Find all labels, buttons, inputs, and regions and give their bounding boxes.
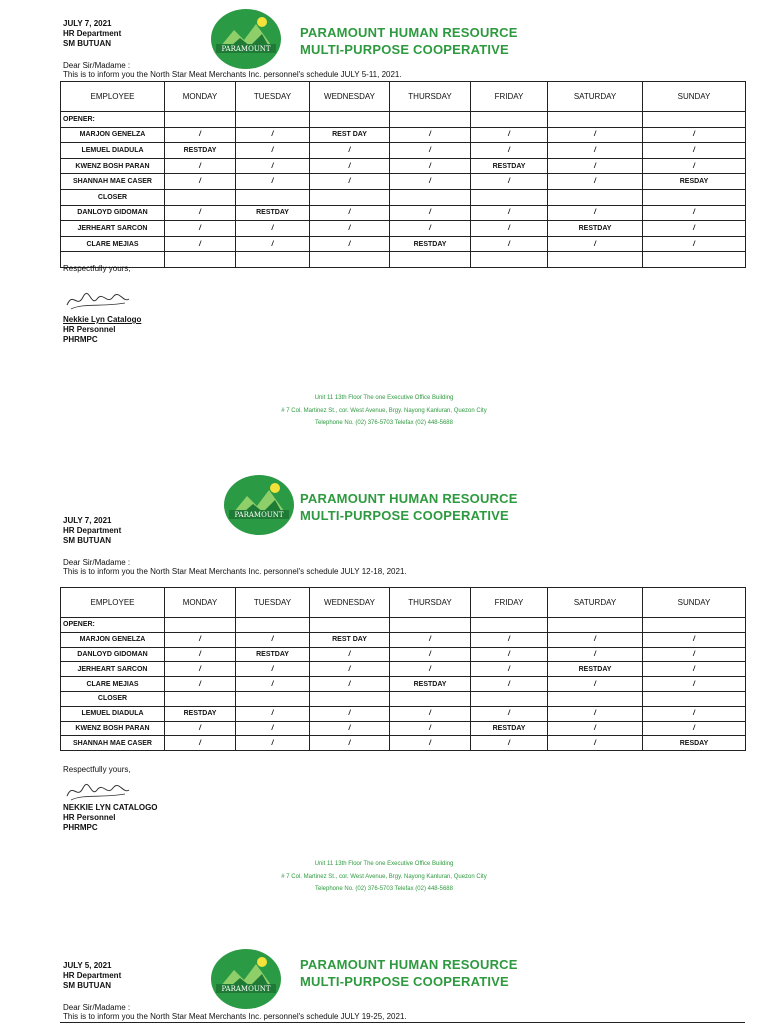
employee-name: MARJON GENELZA bbox=[61, 632, 165, 647]
duty-mark: / bbox=[165, 662, 236, 677]
letter-greeting bbox=[63, 61, 402, 79]
signature bbox=[63, 287, 133, 313]
empty-cell bbox=[471, 112, 548, 128]
rest-day-mark: RESTDAY bbox=[471, 721, 548, 736]
duty-mark: / bbox=[236, 236, 310, 252]
signer-name: Nekkie Lyn Catalogo bbox=[63, 315, 142, 324]
rest-day-mark: RESTDAY bbox=[165, 706, 236, 721]
duty-mark: / bbox=[643, 236, 746, 252]
duty-mark: / bbox=[390, 221, 471, 237]
empty-cell bbox=[165, 112, 236, 128]
duty-mark: / bbox=[471, 662, 548, 677]
duty-mark: / bbox=[643, 632, 746, 647]
table-row bbox=[61, 158, 746, 174]
svg-text:PARAMOUNT: PARAMOUNT bbox=[221, 985, 271, 993]
letter-dept: HR Department bbox=[63, 526, 122, 535]
paramount-logo bbox=[210, 948, 282, 1010]
closing: Respectfully yours, bbox=[63, 765, 131, 774]
duty-mark: / bbox=[165, 632, 236, 647]
rest-day-mark: RESTDAY bbox=[236, 647, 310, 662]
col-header-saturday: SATURDAY bbox=[548, 82, 643, 112]
duty-mark: / bbox=[643, 143, 746, 159]
duty-mark: / bbox=[310, 143, 390, 159]
duty-mark: / bbox=[310, 736, 390, 751]
duty-mark: / bbox=[548, 127, 643, 143]
table-row bbox=[61, 221, 746, 237]
rest-day-mark: RESTDAY bbox=[548, 221, 643, 237]
group-label-row bbox=[61, 618, 746, 633]
duty-mark: / bbox=[548, 677, 643, 692]
table-row bbox=[61, 236, 746, 252]
empty-cell bbox=[236, 618, 310, 633]
duty-mark: / bbox=[236, 127, 310, 143]
duty-mark: / bbox=[390, 721, 471, 736]
employee-name: JERHEART SARCON bbox=[61, 221, 165, 237]
table-row bbox=[61, 677, 746, 692]
duty-mark: / bbox=[236, 677, 310, 692]
col-header-sunday: SUNDAY bbox=[643, 588, 746, 618]
letter-branch: SM BUTUAN bbox=[63, 536, 111, 545]
org-name: PARAMOUNT HUMAN RESOURCE MULTI-PURPOSE COOPERATIVE bbox=[300, 491, 518, 523]
employee-name: CLARE MEJIAS bbox=[61, 236, 165, 252]
col-header-monday: MONDAY bbox=[165, 588, 236, 618]
duty-mark: / bbox=[165, 221, 236, 237]
duty-mark: / bbox=[390, 158, 471, 174]
org-name: PARAMOUNT HUMAN RESOURCE MULTI-PURPOSE COOPERATIVE bbox=[300, 25, 518, 57]
duty-mark: / bbox=[236, 158, 310, 174]
group-label-row bbox=[61, 112, 746, 128]
duty-mark: / bbox=[165, 158, 236, 174]
table-row bbox=[61, 205, 746, 221]
duty-mark: / bbox=[643, 662, 746, 677]
svg-text:PARAMOUNT: PARAMOUNT bbox=[234, 511, 284, 519]
duty-mark: / bbox=[471, 236, 548, 252]
duty-mark: / bbox=[310, 721, 390, 736]
empty-cell bbox=[548, 252, 643, 268]
rest-day-mark: RESTDAY bbox=[236, 205, 310, 221]
duty-mark: / bbox=[643, 158, 746, 174]
table-row bbox=[61, 721, 746, 736]
col-header-friday: FRIDAY bbox=[471, 588, 548, 618]
signer-name: NEKKIE LYN CATALOGO bbox=[63, 803, 158, 812]
empty-cell bbox=[390, 189, 471, 205]
rest-day-mark: RESTDAY bbox=[390, 236, 471, 252]
duty-mark: / bbox=[471, 647, 548, 662]
duty-mark: / bbox=[390, 662, 471, 677]
empty-cell bbox=[548, 189, 643, 205]
duty-mark: / bbox=[310, 647, 390, 662]
duty-mark: / bbox=[236, 736, 310, 751]
rest-day-mark: RESTDAY bbox=[390, 677, 471, 692]
group-label-row bbox=[61, 691, 746, 706]
table-row bbox=[61, 647, 746, 662]
duty-mark: / bbox=[236, 174, 310, 190]
duty-mark: / bbox=[548, 706, 643, 721]
duty-mark: / bbox=[390, 143, 471, 159]
empty-cell bbox=[310, 112, 390, 128]
empty-cell bbox=[310, 189, 390, 205]
rest-day-mark: RESTDAY bbox=[165, 143, 236, 159]
duty-mark: / bbox=[548, 205, 643, 221]
duty-mark: / bbox=[471, 221, 548, 237]
rest-day-mark: REST DAY bbox=[310, 127, 390, 143]
duty-mark: / bbox=[390, 127, 471, 143]
schedule-table bbox=[60, 587, 746, 751]
empty-cell bbox=[548, 618, 643, 633]
duty-mark: / bbox=[390, 174, 471, 190]
greeting-line: Dear Sir/Madame : bbox=[63, 558, 131, 567]
col-header-tuesday: TUESDAY bbox=[236, 588, 310, 618]
empty-cell bbox=[236, 112, 310, 128]
duty-mark: / bbox=[165, 174, 236, 190]
table-row bbox=[61, 662, 746, 677]
employee-name: JERHEART SARCON bbox=[61, 662, 165, 677]
duty-mark: / bbox=[310, 158, 390, 174]
duty-mark: / bbox=[643, 647, 746, 662]
duty-mark: / bbox=[643, 221, 746, 237]
letter-date: JULY 5, 2021 bbox=[63, 961, 112, 970]
schedule-table bbox=[60, 81, 746, 268]
empty-cell bbox=[165, 252, 236, 268]
duty-mark: / bbox=[548, 647, 643, 662]
rest-day-mark: REST DAY bbox=[310, 632, 390, 647]
body-line: This is to inform you the North Star Meat Merchants Inc. personnel's schedule JULY 19-25, 2021. bbox=[63, 1012, 407, 1021]
empty-cell bbox=[390, 691, 471, 706]
col-header-employee: EMPLOYEE bbox=[61, 82, 165, 112]
duty-mark: / bbox=[548, 721, 643, 736]
empty-cell bbox=[310, 618, 390, 633]
letter-header-3 bbox=[63, 961, 121, 991]
body-line: This is to inform you the North Star Meat Merchants Inc. personnel's schedule JULY 5-11, 2021. bbox=[63, 70, 402, 79]
greeting-line: Dear Sir/Madame : bbox=[63, 1003, 131, 1012]
group-label: CLOSER bbox=[61, 189, 165, 205]
empty-cell bbox=[643, 618, 746, 633]
greeting-line: Dear Sir/Madame : bbox=[63, 61, 131, 70]
duty-mark: / bbox=[471, 736, 548, 751]
duty-mark: / bbox=[236, 632, 310, 647]
empty-cell bbox=[548, 112, 643, 128]
org-name: PARAMOUNT HUMAN RESOURCE MULTI-PURPOSE COOPERATIVE bbox=[300, 957, 518, 989]
duty-mark: / bbox=[471, 127, 548, 143]
table-row bbox=[61, 143, 746, 159]
duty-mark: / bbox=[236, 143, 310, 159]
duty-mark: / bbox=[310, 174, 390, 190]
duty-mark: / bbox=[236, 662, 310, 677]
svg-text:PARAMOUNT: PARAMOUNT bbox=[221, 45, 271, 53]
letter-branch: SM BUTUAN bbox=[63, 981, 111, 990]
empty-cell bbox=[643, 189, 746, 205]
col-header-saturday: SATURDAY bbox=[548, 588, 643, 618]
duty-mark: / bbox=[310, 706, 390, 721]
duty-mark: / bbox=[165, 677, 236, 692]
duty-mark: / bbox=[165, 721, 236, 736]
table-row bbox=[61, 706, 746, 721]
duty-mark: / bbox=[471, 143, 548, 159]
duty-mark: / bbox=[165, 736, 236, 751]
duty-mark: / bbox=[471, 174, 548, 190]
rest-day-mark: RESDAY bbox=[643, 174, 746, 190]
table-row bbox=[61, 632, 746, 647]
signer-block bbox=[63, 803, 158, 833]
empty-cell bbox=[548, 691, 643, 706]
duty-mark: / bbox=[471, 632, 548, 647]
duty-mark: / bbox=[310, 205, 390, 221]
empty-cell bbox=[310, 691, 390, 706]
employee-name: SHANNAH MAE CASER bbox=[61, 174, 165, 190]
employee-name: DANLOYD GIDOMAN bbox=[61, 647, 165, 662]
rest-day-mark: RESDAY bbox=[643, 736, 746, 751]
duty-mark: / bbox=[548, 174, 643, 190]
signer-org: PHRMPC bbox=[63, 823, 98, 832]
empty-cell bbox=[236, 252, 310, 268]
signer-title: HR Personnel bbox=[63, 325, 116, 334]
letter-date: JULY 7, 2021 bbox=[63, 19, 112, 28]
duty-mark: / bbox=[643, 205, 746, 221]
empty-cell bbox=[236, 189, 310, 205]
duty-mark: / bbox=[548, 143, 643, 159]
closing: Respectfully yours, bbox=[63, 264, 131, 273]
letter-dept: HR Department bbox=[63, 971, 122, 980]
employee-name: LEMUEL DIADULA bbox=[61, 706, 165, 721]
col-header-thursday: THURSDAY bbox=[390, 82, 471, 112]
duty-mark: / bbox=[310, 221, 390, 237]
employee-name: KWENZ BOSH PARAN bbox=[61, 721, 165, 736]
duty-mark: / bbox=[643, 677, 746, 692]
letter-date: JULY 7, 2021 bbox=[63, 516, 112, 525]
duty-mark: / bbox=[643, 127, 746, 143]
col-header-monday: MONDAY bbox=[165, 82, 236, 112]
empty-cell bbox=[643, 252, 746, 268]
signer-block bbox=[63, 315, 141, 345]
col-header-employee: EMPLOYEE bbox=[61, 588, 165, 618]
duty-mark: / bbox=[643, 721, 746, 736]
empty-cell bbox=[165, 189, 236, 205]
employee-name: DANLOYD GIDOMAN bbox=[61, 205, 165, 221]
duty-mark: / bbox=[548, 236, 643, 252]
duty-mark: / bbox=[310, 662, 390, 677]
empty-cell bbox=[471, 618, 548, 633]
duty-mark: / bbox=[236, 221, 310, 237]
employee-name: KWENZ BOSH PARAN bbox=[61, 158, 165, 174]
empty-cell bbox=[643, 691, 746, 706]
blank-row bbox=[61, 252, 746, 268]
empty-cell bbox=[236, 691, 310, 706]
footer-address: Unit 11 13th Floor The one Executive Office Building # 7 Col. Martinez St., cor. West Avenue, Brgy. Nayong Kanluran, Quezon City Telephone No. (02) 376-5703 Telefax (02) 448-5688 bbox=[281, 395, 487, 426]
letter-branch: SM BUTUAN bbox=[63, 39, 111, 48]
employee-name: SHANNAH MAE CASER bbox=[61, 736, 165, 751]
letter-header-2 bbox=[63, 516, 121, 546]
empty-cell bbox=[643, 112, 746, 128]
duty-mark: / bbox=[165, 647, 236, 662]
group-label-row bbox=[61, 189, 746, 205]
empty-cell bbox=[310, 252, 390, 268]
empty-cell bbox=[471, 189, 548, 205]
signer-org: PHRMPC bbox=[63, 335, 98, 344]
col-header-sunday: SUNDAY bbox=[643, 82, 746, 112]
letter-greeting bbox=[63, 1003, 407, 1021]
duty-mark: / bbox=[390, 706, 471, 721]
empty-cell bbox=[165, 618, 236, 633]
empty-cell bbox=[165, 691, 236, 706]
group-label: OPENER: bbox=[61, 618, 165, 633]
rest-day-mark: RESTDAY bbox=[471, 158, 548, 174]
duty-mark: / bbox=[390, 632, 471, 647]
duty-mark: / bbox=[165, 236, 236, 252]
col-header-tuesday: TUESDAY bbox=[236, 82, 310, 112]
col-header-thursday: THURSDAY bbox=[390, 588, 471, 618]
paramount-logo bbox=[223, 474, 295, 536]
duty-mark: / bbox=[390, 647, 471, 662]
duty-mark: / bbox=[165, 127, 236, 143]
duty-mark: / bbox=[548, 736, 643, 751]
empty-cell bbox=[390, 112, 471, 128]
signature bbox=[63, 778, 133, 804]
duty-mark: / bbox=[643, 706, 746, 721]
letter-dept: HR Department bbox=[63, 29, 122, 38]
duty-mark: / bbox=[236, 721, 310, 736]
employee-name: MARJON GENELZA bbox=[61, 127, 165, 143]
footer-address: Unit 11 13th Floor The one Executive Office Building # 7 Col. Martinez St., cor. West Avenue, Brgy. Nayong Kanluran, Quezon City Telephone No. (02) 376-5703 Telefax (02) 448-5688 bbox=[281, 861, 487, 892]
letter-header-1 bbox=[63, 19, 121, 49]
empty-cell bbox=[471, 252, 548, 268]
table-row bbox=[61, 736, 746, 751]
group-label: OPENER: bbox=[61, 112, 165, 128]
col-header-friday: FRIDAY bbox=[471, 82, 548, 112]
duty-mark: / bbox=[236, 706, 310, 721]
table-row bbox=[61, 127, 746, 143]
group-label: CLOSER bbox=[61, 691, 165, 706]
duty-mark: / bbox=[548, 158, 643, 174]
empty-cell bbox=[471, 691, 548, 706]
empty-cell bbox=[390, 618, 471, 633]
duty-mark: / bbox=[310, 677, 390, 692]
employee-name: LEMUEL DIADULA bbox=[61, 143, 165, 159]
body-line: This is to inform you the North Star Meat Merchants Inc. personnel's schedule JULY 12-18, 2021. bbox=[63, 567, 407, 576]
duty-mark: / bbox=[548, 632, 643, 647]
signer-title: HR Personnel bbox=[63, 813, 116, 822]
duty-mark: / bbox=[471, 706, 548, 721]
employee-name: CLARE MEJIAS bbox=[61, 677, 165, 692]
duty-mark: / bbox=[310, 236, 390, 252]
table-row bbox=[61, 174, 746, 190]
duty-mark: / bbox=[471, 205, 548, 221]
empty-cell bbox=[390, 252, 471, 268]
duty-mark: / bbox=[390, 736, 471, 751]
col-header-wednesday: WEDNESDAY bbox=[310, 588, 390, 618]
letter-greeting bbox=[63, 558, 407, 576]
duty-mark: / bbox=[390, 205, 471, 221]
duty-mark: / bbox=[471, 677, 548, 692]
rest-day-mark: RESTDAY bbox=[548, 662, 643, 677]
duty-mark: / bbox=[165, 205, 236, 221]
col-header-wednesday: WEDNESDAY bbox=[310, 82, 390, 112]
